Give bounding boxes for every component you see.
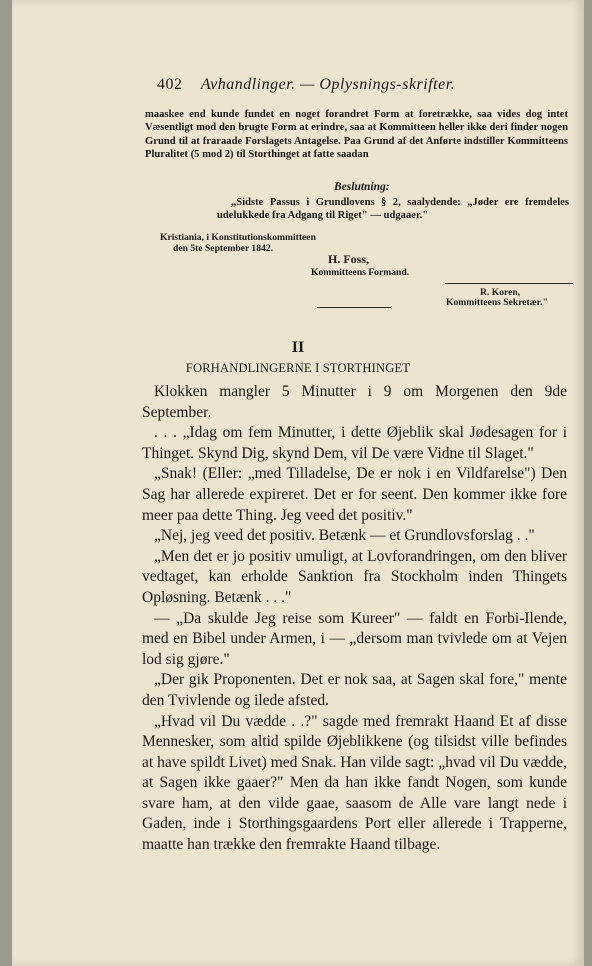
body-paragraph: Klokken mangler 5 Minutter i 9 om Morgenen den 9de September. xyxy=(142,383,567,421)
section-rule xyxy=(317,307,391,308)
running-header xyxy=(157,76,577,94)
resolution-title: Beslutning: xyxy=(334,181,390,193)
body-paragraph: „Nej, jeg veed det positiv. Betænk — et Grundlovsforslag . ." xyxy=(154,527,535,545)
signer-formand-title: Kommitteens Formand. xyxy=(311,267,410,278)
body-paragraph: „Der gik Proponenten. Det er nok saa, at Sagen skal fore," mente den Tvivlende og ilede afsted. xyxy=(142,671,567,709)
place-line-2: den 5te September 1842. xyxy=(173,243,274,254)
body-paragraph: „Snak! (Eller: „med Tilladelse, De er nok i en Vildfarelse") Den Sag har allerede expireret. Det er for seent. Den kommer ikke fore meer paa dette Thing. Jeg veed det positiv." xyxy=(142,465,567,524)
resolution-text: „Sidste Passus i Grundlovens § 2, saalydende: „Jøder ere fremdeles udelukkede fra Adgang til Riget" — udgaaer." xyxy=(217,197,569,222)
signer-sekretaer-name: R. Koren, xyxy=(480,287,521,298)
book-page xyxy=(12,0,584,966)
page-number: 402 xyxy=(157,76,183,93)
place-line-1: Kristiania, i Konstitutionskommitteen xyxy=(160,232,316,243)
body-paragraph: „Men det er jo positiv umuligt, at Lovforandringen, om den bliver vedtaget, kan erholde Sanktion fra Stockholm inden Thingets Opløsning. Betænk . . ." xyxy=(142,547,567,606)
body-paragraph: — „Da skulde Jeg reise som Kureer" — faldt en Forbi-Ilende, med en Bibel under Armen, i — „dersom man tvivlede om at Vejen lod sig gjøre." xyxy=(142,609,567,668)
signer-sekretaer-title: Kommitteens Sekretær." xyxy=(446,297,548,308)
body-paragraph: „Hvad vil Du vædde . .?" sagde med fremrakt Haand Et af disse Mennesker, som altid spilde Øjeblikkene (og tilsidst ville befindes at have spildt Livet) med Snak. Han vilde sagt: „hvad vil Du vædde, at Sagen ikke gaaer?" Men da han ikke fandt Nogen, som kunde svare ham, at den vilde gaae, saasom de Alle vare langt nede i Gaden, inde i Storthingsgaardens Port eller allerede i Trapperne, maatte han trække den fremrakte Haand tilbage. xyxy=(142,712,567,854)
body-paragraph: . . . „Idag om fem Minutter, i dette Øjeblik skal Jødesagen for i Thinget. Skynd Dig, skynd Dem, vil De være Vidne til Slaget." xyxy=(142,424,567,462)
intro-paragraph: maaskee end kunde fundet en noget forandret Form at foretrække, saa vides dog intet Væsentligt mod den brugte Form at erindre, saa at Kommitteen heller ikke deri finder nogen Grund til at fraraade Forslagets Antagelse. Paa Grund af det Anførte indstiller Kommitteens Pluralitet (5 mod 2) til Storthinget at fatte saadan xyxy=(145,109,568,161)
signer-formand-name: H. Foss, xyxy=(328,252,370,266)
section-heading: FORHANDLINGERNE I STORTHINGET xyxy=(185,361,411,375)
section-body xyxy=(142,382,567,856)
section-number: II xyxy=(291,339,305,356)
running-title: Avhandlinger. — Oplysnings-skrifter. xyxy=(200,76,456,93)
signature-rule xyxy=(445,283,573,284)
